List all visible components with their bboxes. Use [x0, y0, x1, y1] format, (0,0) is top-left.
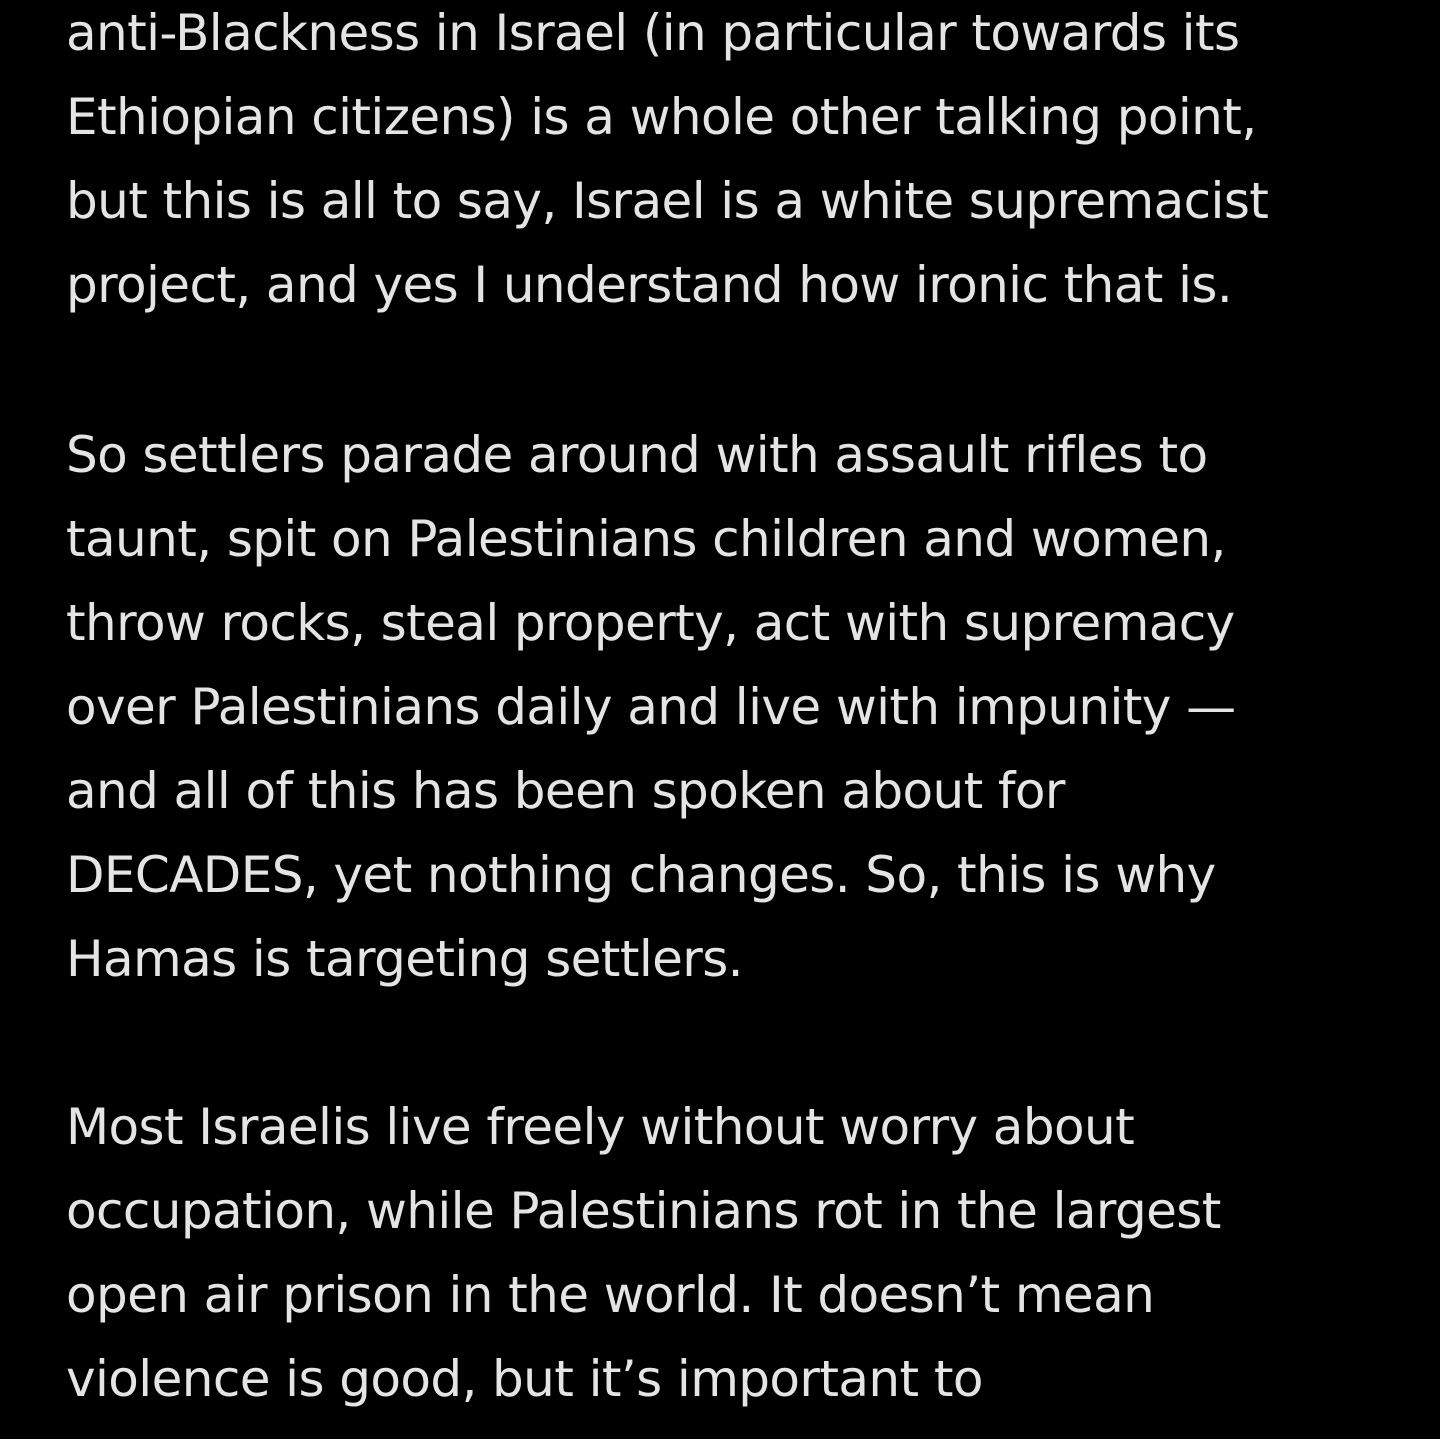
text-line: open air prison in the world. It doesn’t mean: [66, 1266, 1155, 1324]
text-line: occupation, while Palestinians rot in the largest: [66, 1182, 1221, 1240]
text-line: Hamas is targeting settlers.: [66, 930, 743, 988]
text-line: DECADES, yet nothing changes. So, this is why: [66, 846, 1216, 904]
paragraph-anti-blackness: [66, 0, 1406, 327]
text-line: Ethiopian citizens) is a whole other talking point,: [66, 88, 1257, 146]
text-line: anti-Blackness in Israel (in particular towards its: [66, 4, 1240, 62]
text-line: taunt, spit on Palestinians children and women,: [66, 510, 1226, 568]
text-line: So settlers parade around with assault rifles to: [66, 426, 1208, 484]
text-line: and all of this has been spoken about for: [66, 762, 1065, 820]
paragraph-occupation: [66, 1085, 1406, 1421]
note-body: [66, 0, 1406, 1439]
text-line: project, and yes I understand how ironic that is.: [66, 256, 1233, 314]
text-line: but this is all to say, Israel is a white supremacist: [66, 172, 1269, 230]
paragraph-settlers: [66, 413, 1406, 1001]
text-line: violence is good, but it’s important to: [66, 1350, 983, 1408]
text-line: over Palestinians daily and live with impunity —: [66, 678, 1236, 736]
text-line: Most Israelis live freely without worry about: [66, 1098, 1135, 1156]
text-line: throw rocks, steal property, act with supremacy: [66, 594, 1235, 652]
